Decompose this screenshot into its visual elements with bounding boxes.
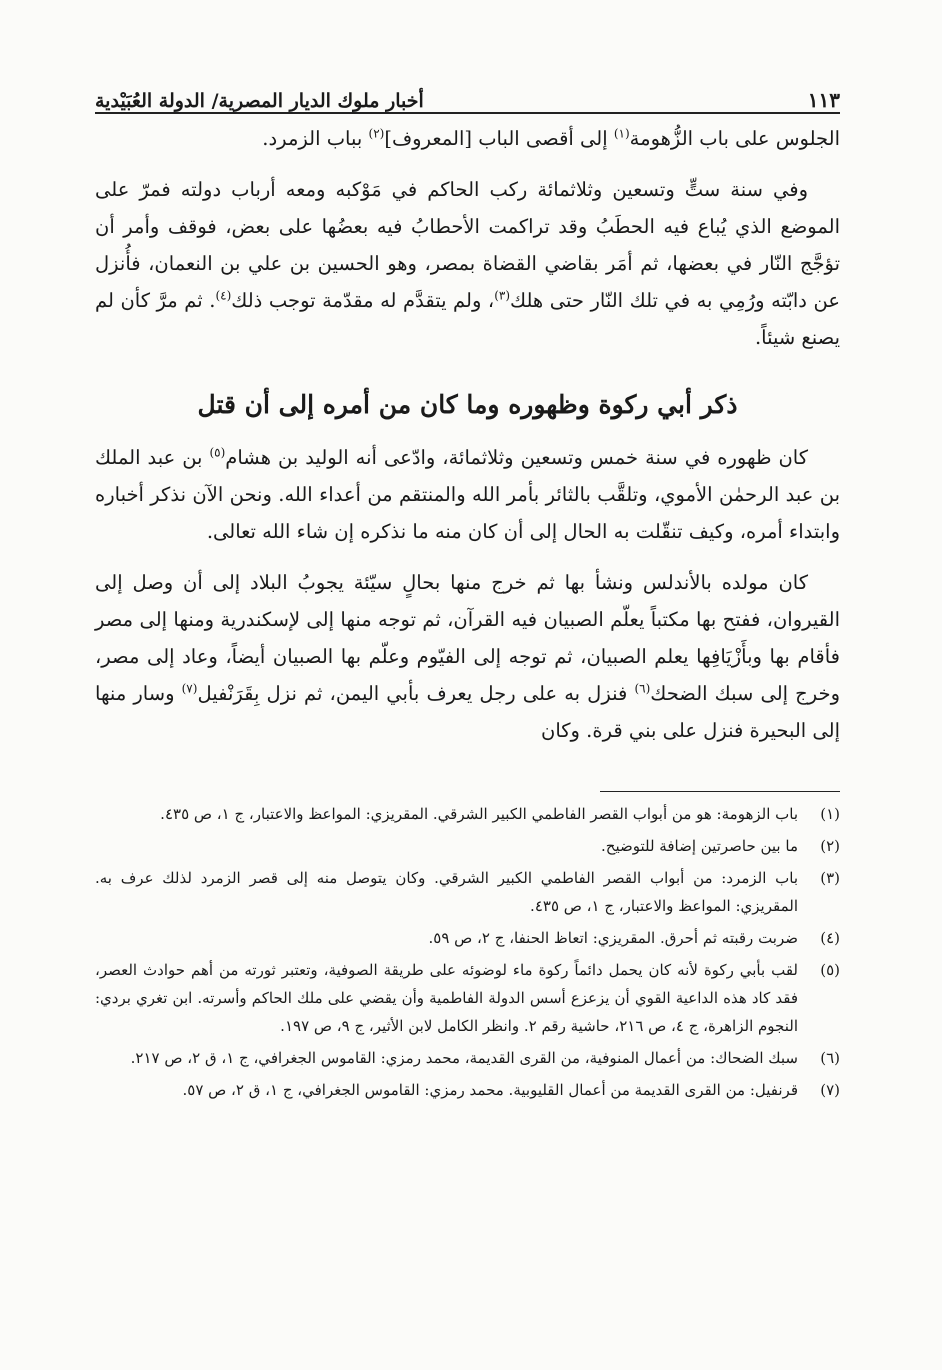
- footnote-text: ضربت رقبته ثم أحرق. المقريزي: اتعاظ الحنفا، ج ٢، ص ٥٩.: [428, 929, 798, 947]
- text-run: الجلوس على باب الزُّهومة: [629, 127, 840, 150]
- footnote-item: [95, 1076, 840, 1104]
- footnote-ref-6[interactable]: (٦): [634, 681, 651, 696]
- footnote-ref-3[interactable]: (٣): [494, 288, 511, 303]
- main-text: [95, 120, 840, 749]
- footnote-number: (٢): [820, 837, 840, 855]
- footnote-ref-4[interactable]: (٤): [215, 288, 232, 303]
- text-run: كان ظهوره في سنة خمس وتسعين وثلاثمائة، وادّعى أنه الوليد بن هشام: [225, 446, 808, 469]
- footnote-text: باب الزمرد: من أبواب القصر الفاطمي الكبير الشرقي. وكان يتوصل منه إلى قصر الزمرد لذلك عرف به. المقريزي: المواعظ والاعتبار، ج ١، ص ٤٣٥.: [95, 869, 798, 915]
- text-run: بباب الزمرد.: [262, 127, 369, 150]
- footnote-text: ما بين حاصرتين إضافة للتوضيح.: [601, 837, 798, 855]
- footnote-ref-5[interactable]: (٥): [209, 445, 226, 460]
- text-run: ، ولم يتقدَّم له مقدّمة توجب ذلك: [231, 289, 495, 312]
- text-run: وسار منها إلى البحيرة فنزل على بني قرة. وكان: [95, 682, 840, 742]
- section-heading: ذكر أبي ركوة وظهوره وما كان من أمره إلى أن قتل: [197, 390, 738, 419]
- text-run: وفي سنة ستٍّ وتسعين وثلاثمائة ركب الحاكم في مَوْكبه ومعه أرباب دولته فمرّ على الموضع الذي يُباع فيه الحطَبُ وقد تراكمت الأحطابُ فيه بعضُها على بعض، فوقف وأمر أن تؤجَّج النّار في بعضها، ثم أمَر بقاضي القضاة بمصر، وهو الحسين بن علي بن النعمان، فأُنزل عن دابّته ورُمِي به في تلك النّار حتى هلك: [95, 178, 840, 312]
- footnote-item: [95, 956, 840, 1040]
- page-number: ١١٣: [807, 88, 840, 112]
- running-header: [95, 70, 840, 114]
- footnotes: [95, 800, 840, 1104]
- footnote-text: باب الزهومة: هو من أبواب القصر الفاطمي الكبير الشرقي. المقريزي: المواعظ والاعتبار، ج ١، ص ٤٣٥.: [160, 805, 798, 823]
- running-title: أخبار ملوك الديار المصرية/ الدولة العُبَيْدية: [95, 90, 424, 112]
- footnote-number: (٧): [820, 1081, 840, 1099]
- paragraph-4: [95, 564, 840, 749]
- footnote-item: [95, 800, 840, 828]
- text-run: فنزل به على رجل يعرف بأبي اليمن، ثم نزل بِقَرَنْفيل: [197, 682, 635, 705]
- footnote-number: (٣): [820, 869, 840, 887]
- footnote-separator: [600, 791, 840, 792]
- text-run: . ثم مرَّ كأن لم يصنع شيئاً.: [95, 289, 840, 349]
- footnote-number: (٤): [820, 929, 840, 947]
- footnote-text: قرنفيل: من القرى القديمة من أعمال القليوبية. محمد رمزي: القاموس الجغرافي، ج ١، ق ٢، ص ٥٧.: [182, 1081, 798, 1099]
- footnote-item: [95, 924, 840, 952]
- footnote-item: [95, 1044, 840, 1072]
- footnote-item: [95, 864, 840, 920]
- book-page: [95, 70, 840, 1104]
- text-run: كان مولده بالأندلس ونشأ بها ثم خرج منها بحالٍ سيّئة يجوبُ البلاد إلى أن وصل إلى القيروان، ففتح بها مكتباً يعلّم الصبيان فيه القرآن، ثم توجه منها إلى لإسكندرية ومنها إلى مصر فأقام بها وبأَزْيَافِها يعلم الصبيان، ثم توجه إلى الفيّوم وعلّم بها الصبيان أيضاً، وعاد إلى مصر، وخرج إلى سبك الضحك: [95, 571, 840, 705]
- paragraph-2: [95, 171, 840, 356]
- text-run: بن عبد الملك بن عبد الرحمٰن الأموي، وتلقَّب بالثائر بأمر الله والمنتقم من أعداء الله. ونحن الآن نذكر أخباره وابتداء أمره، وكيف تنقّلت به الحال إلى أن كان منه ما نذكره إن شاء الله تعالى.: [95, 446, 840, 543]
- paragraph-3: [95, 439, 840, 550]
- footnote-text: سبك الضحاك: من أعمال المنوفية، من القرى القديمة، محمد رمزي: القاموس الجغرافي، ج ١، ق ٢، ص ٢١٧.: [130, 1049, 798, 1067]
- text-run: إلى أقصى الباب [المعروف]: [384, 127, 614, 150]
- footnote-ref-1[interactable]: (١): [613, 126, 630, 141]
- footnote-ref-2[interactable]: (٢): [368, 126, 385, 141]
- footnote-number: (٦): [820, 1049, 840, 1067]
- footnote-ref-7[interactable]: (٧): [181, 681, 198, 696]
- paragraph-1: [95, 120, 840, 157]
- footnote-text: لقب بأبي ركوة لأنه كان يحمل دائماً ركوة ماء لوضوئه على طريقة الصوفية، وتعتبر ثورته من أهم حوادث العصر، فقد كاد هذه الداعية القوي أن يزعزع أسس الدولة الفاطمية وأن يقضي على ملك الحاكم وأسرته. ابن تغري بردي: النجوم الزاهرة، ج ٤، ص ٢١٦، حاشية رقم ٢. وانظر الكامل لابن الأثير، ج ٩، ص ١٩٧.: [95, 961, 798, 1035]
- footnote-number: (٥): [820, 961, 840, 979]
- footnote-number: (١): [820, 805, 840, 823]
- footnote-item: [95, 832, 840, 860]
